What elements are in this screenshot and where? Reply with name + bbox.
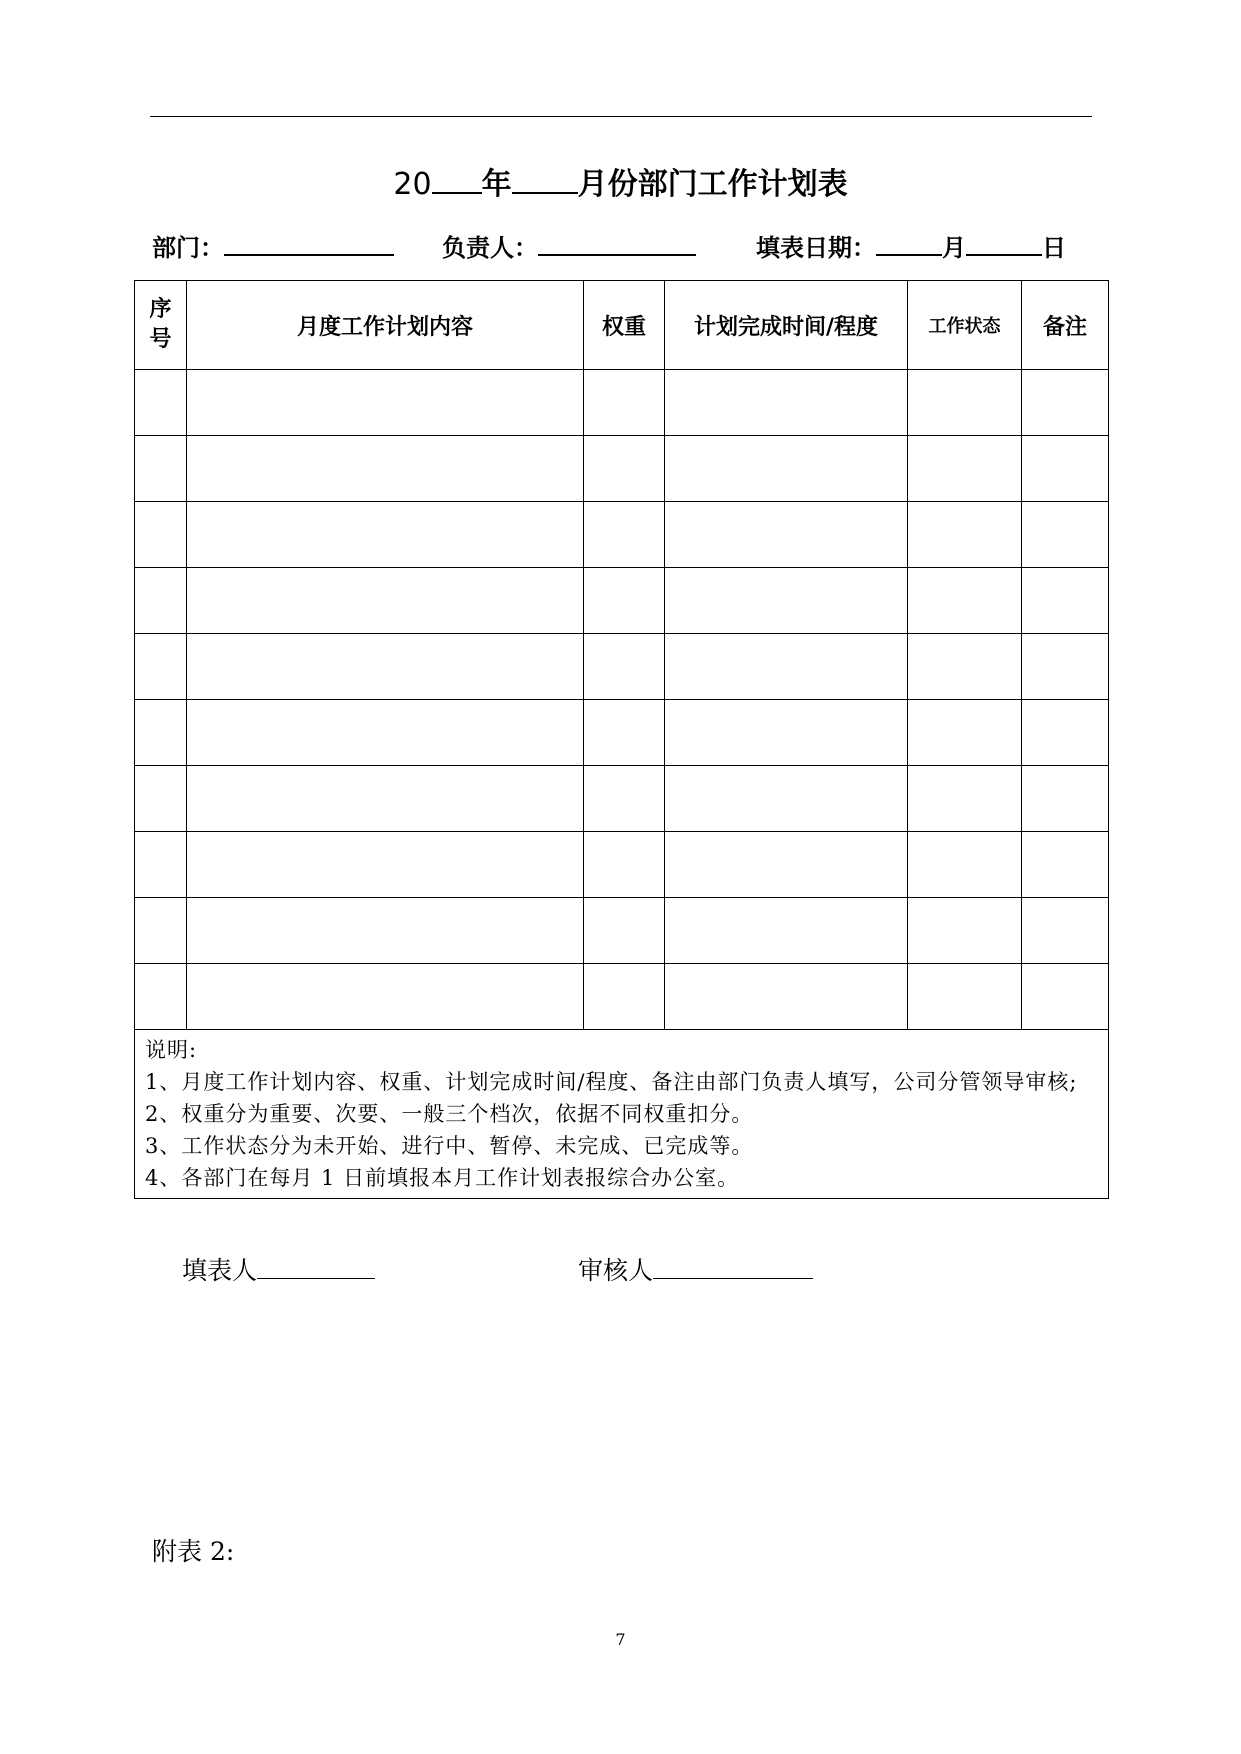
cell-weight[interactable] — [584, 766, 665, 832]
title-year-prefix: 20 — [393, 167, 432, 202]
cell-status[interactable] — [908, 502, 1022, 568]
cell-completion[interactable] — [665, 898, 908, 964]
month-input-line[interactable] — [876, 228, 942, 256]
notes-line-4: 4、各部门在每月 1 日前填报本月工作计划表报综合办公室。 — [145, 1166, 740, 1190]
notes-line-3: 3、工作状态分为未开始、进行中、暂停、未完成、已完成等。 — [145, 1134, 754, 1158]
cell-seq[interactable] — [135, 964, 187, 1030]
reviewer-input-line[interactable] — [653, 1248, 813, 1279]
cell-completion[interactable] — [665, 436, 908, 502]
cell-status[interactable] — [908, 370, 1022, 436]
cell-status[interactable] — [908, 568, 1022, 634]
cell-completion[interactable] — [665, 502, 908, 568]
department-field — [152, 228, 394, 268]
cell-weight[interactable] — [584, 964, 665, 1030]
cell-content[interactable] — [187, 370, 584, 436]
department-input-line[interactable] — [224, 228, 394, 256]
work-plan-table — [134, 280, 1109, 1199]
cell-remarks[interactable] — [1022, 568, 1109, 634]
cell-weight[interactable] — [584, 370, 665, 436]
department-label: 部门： — [152, 234, 224, 262]
header-completion: 计划完成时间/程度 — [665, 281, 908, 370]
day-input-line[interactable] — [966, 228, 1042, 256]
responsible-input-line[interactable] — [538, 228, 696, 256]
appendix-label: 附表 2: — [152, 1537, 235, 1566]
header-remarks: 备注 — [1022, 281, 1109, 370]
cell-seq[interactable] — [135, 634, 187, 700]
cell-seq[interactable] — [135, 436, 187, 502]
table-row — [135, 964, 1109, 1030]
header-seq-char: 序 — [149, 297, 172, 322]
table-row — [135, 436, 1109, 502]
title-year-label: 年 — [481, 167, 512, 202]
table-row — [135, 700, 1109, 766]
cell-remarks[interactable] — [1022, 502, 1109, 568]
filler-input-line[interactable] — [257, 1248, 375, 1279]
table-row — [135, 568, 1109, 634]
cell-completion[interactable] — [665, 634, 908, 700]
table-row — [135, 634, 1109, 700]
cell-remarks[interactable] — [1022, 370, 1109, 436]
filler-label: 填表人 — [182, 1256, 258, 1285]
cell-status[interactable] — [908, 436, 1022, 502]
cell-status[interactable] — [908, 634, 1022, 700]
table-row — [135, 766, 1109, 832]
form-meta — [152, 228, 1092, 268]
cell-weight[interactable] — [584, 634, 665, 700]
cell-remarks[interactable] — [1022, 898, 1109, 964]
header-seq-char: 号 — [149, 327, 172, 352]
table-row — [135, 898, 1109, 964]
fill-date-label: 填表日期： — [756, 234, 876, 262]
reviewer-label: 审核人 — [578, 1256, 654, 1285]
cell-content[interactable] — [187, 568, 584, 634]
cell-seq[interactable] — [135, 898, 187, 964]
cell-completion[interactable] — [665, 832, 908, 898]
cell-seq[interactable] — [135, 568, 187, 634]
header-rule — [150, 116, 1092, 117]
table-body — [135, 370, 1109, 1030]
cell-content[interactable] — [187, 700, 584, 766]
month-blank — [512, 164, 578, 194]
notes-cell — [135, 1030, 1109, 1199]
notes-heading: 说明: — [145, 1038, 198, 1062]
cell-status[interactable] — [908, 700, 1022, 766]
cell-remarks[interactable] — [1022, 964, 1109, 1030]
header-content: 月度工作计划内容 — [187, 281, 584, 370]
page-title — [0, 164, 1241, 205]
notes-line-2: 2、权重分为重要、次要、一般三个档次，依据不同权重扣分。 — [145, 1102, 754, 1126]
cell-content[interactable] — [187, 436, 584, 502]
cell-seq[interactable] — [135, 832, 187, 898]
cell-remarks[interactable] — [1022, 766, 1109, 832]
cell-weight[interactable] — [584, 898, 665, 964]
month-label: 月 — [942, 234, 966, 262]
reviewer-signature — [578, 1248, 813, 1288]
year-blank — [432, 164, 482, 194]
header-seq — [135, 281, 187, 370]
cell-content[interactable] — [187, 766, 584, 832]
cell-remarks[interactable] — [1022, 832, 1109, 898]
cell-seq[interactable] — [135, 766, 187, 832]
cell-seq[interactable] — [135, 370, 187, 436]
cell-weight[interactable] — [584, 436, 665, 502]
cell-content[interactable] — [187, 634, 584, 700]
cell-weight[interactable] — [584, 502, 665, 568]
cell-completion[interactable] — [665, 766, 908, 832]
fill-date-field — [756, 228, 1066, 268]
table-header-row — [135, 281, 1109, 370]
cell-content[interactable] — [187, 964, 584, 1030]
cell-seq[interactable] — [135, 502, 187, 568]
page-number: 7 — [615, 1630, 626, 1649]
header-status: 工作状态 — [908, 281, 1022, 370]
cell-content[interactable] — [187, 898, 584, 964]
notes-row — [135, 1030, 1109, 1199]
cell-completion[interactable] — [665, 568, 908, 634]
cell-seq[interactable] — [135, 700, 187, 766]
table-row — [135, 502, 1109, 568]
cell-status[interactable] — [908, 898, 1022, 964]
cell-status[interactable] — [908, 766, 1022, 832]
filler-signature — [182, 1248, 375, 1288]
cell-status[interactable] — [908, 964, 1022, 1030]
cell-content[interactable] — [187, 502, 584, 568]
day-label: 日 — [1042, 234, 1066, 262]
title-rest: 月份部门工作计划表 — [577, 167, 848, 202]
table-row — [135, 832, 1109, 898]
header-weight: 权重 — [584, 281, 665, 370]
cell-content[interactable] — [187, 832, 584, 898]
table-row — [135, 370, 1109, 436]
cell-remarks[interactable] — [1022, 436, 1109, 502]
cell-completion[interactable] — [665, 964, 908, 1030]
responsible-label: 负责人： — [442, 234, 538, 262]
cell-weight[interactable] — [584, 700, 665, 766]
responsible-field — [442, 228, 696, 268]
cell-remarks[interactable] — [1022, 700, 1109, 766]
cell-weight[interactable] — [584, 832, 665, 898]
cell-weight[interactable] — [584, 568, 665, 634]
cell-remarks[interactable] — [1022, 634, 1109, 700]
cell-completion[interactable] — [665, 370, 908, 436]
cell-completion[interactable] — [665, 700, 908, 766]
cell-status[interactable] — [908, 832, 1022, 898]
notes-line-1: 1、月度工作计划内容、权重、计划完成时间/程度、备注由部门负责人填写，公司分管领导审核; — [145, 1070, 1078, 1094]
